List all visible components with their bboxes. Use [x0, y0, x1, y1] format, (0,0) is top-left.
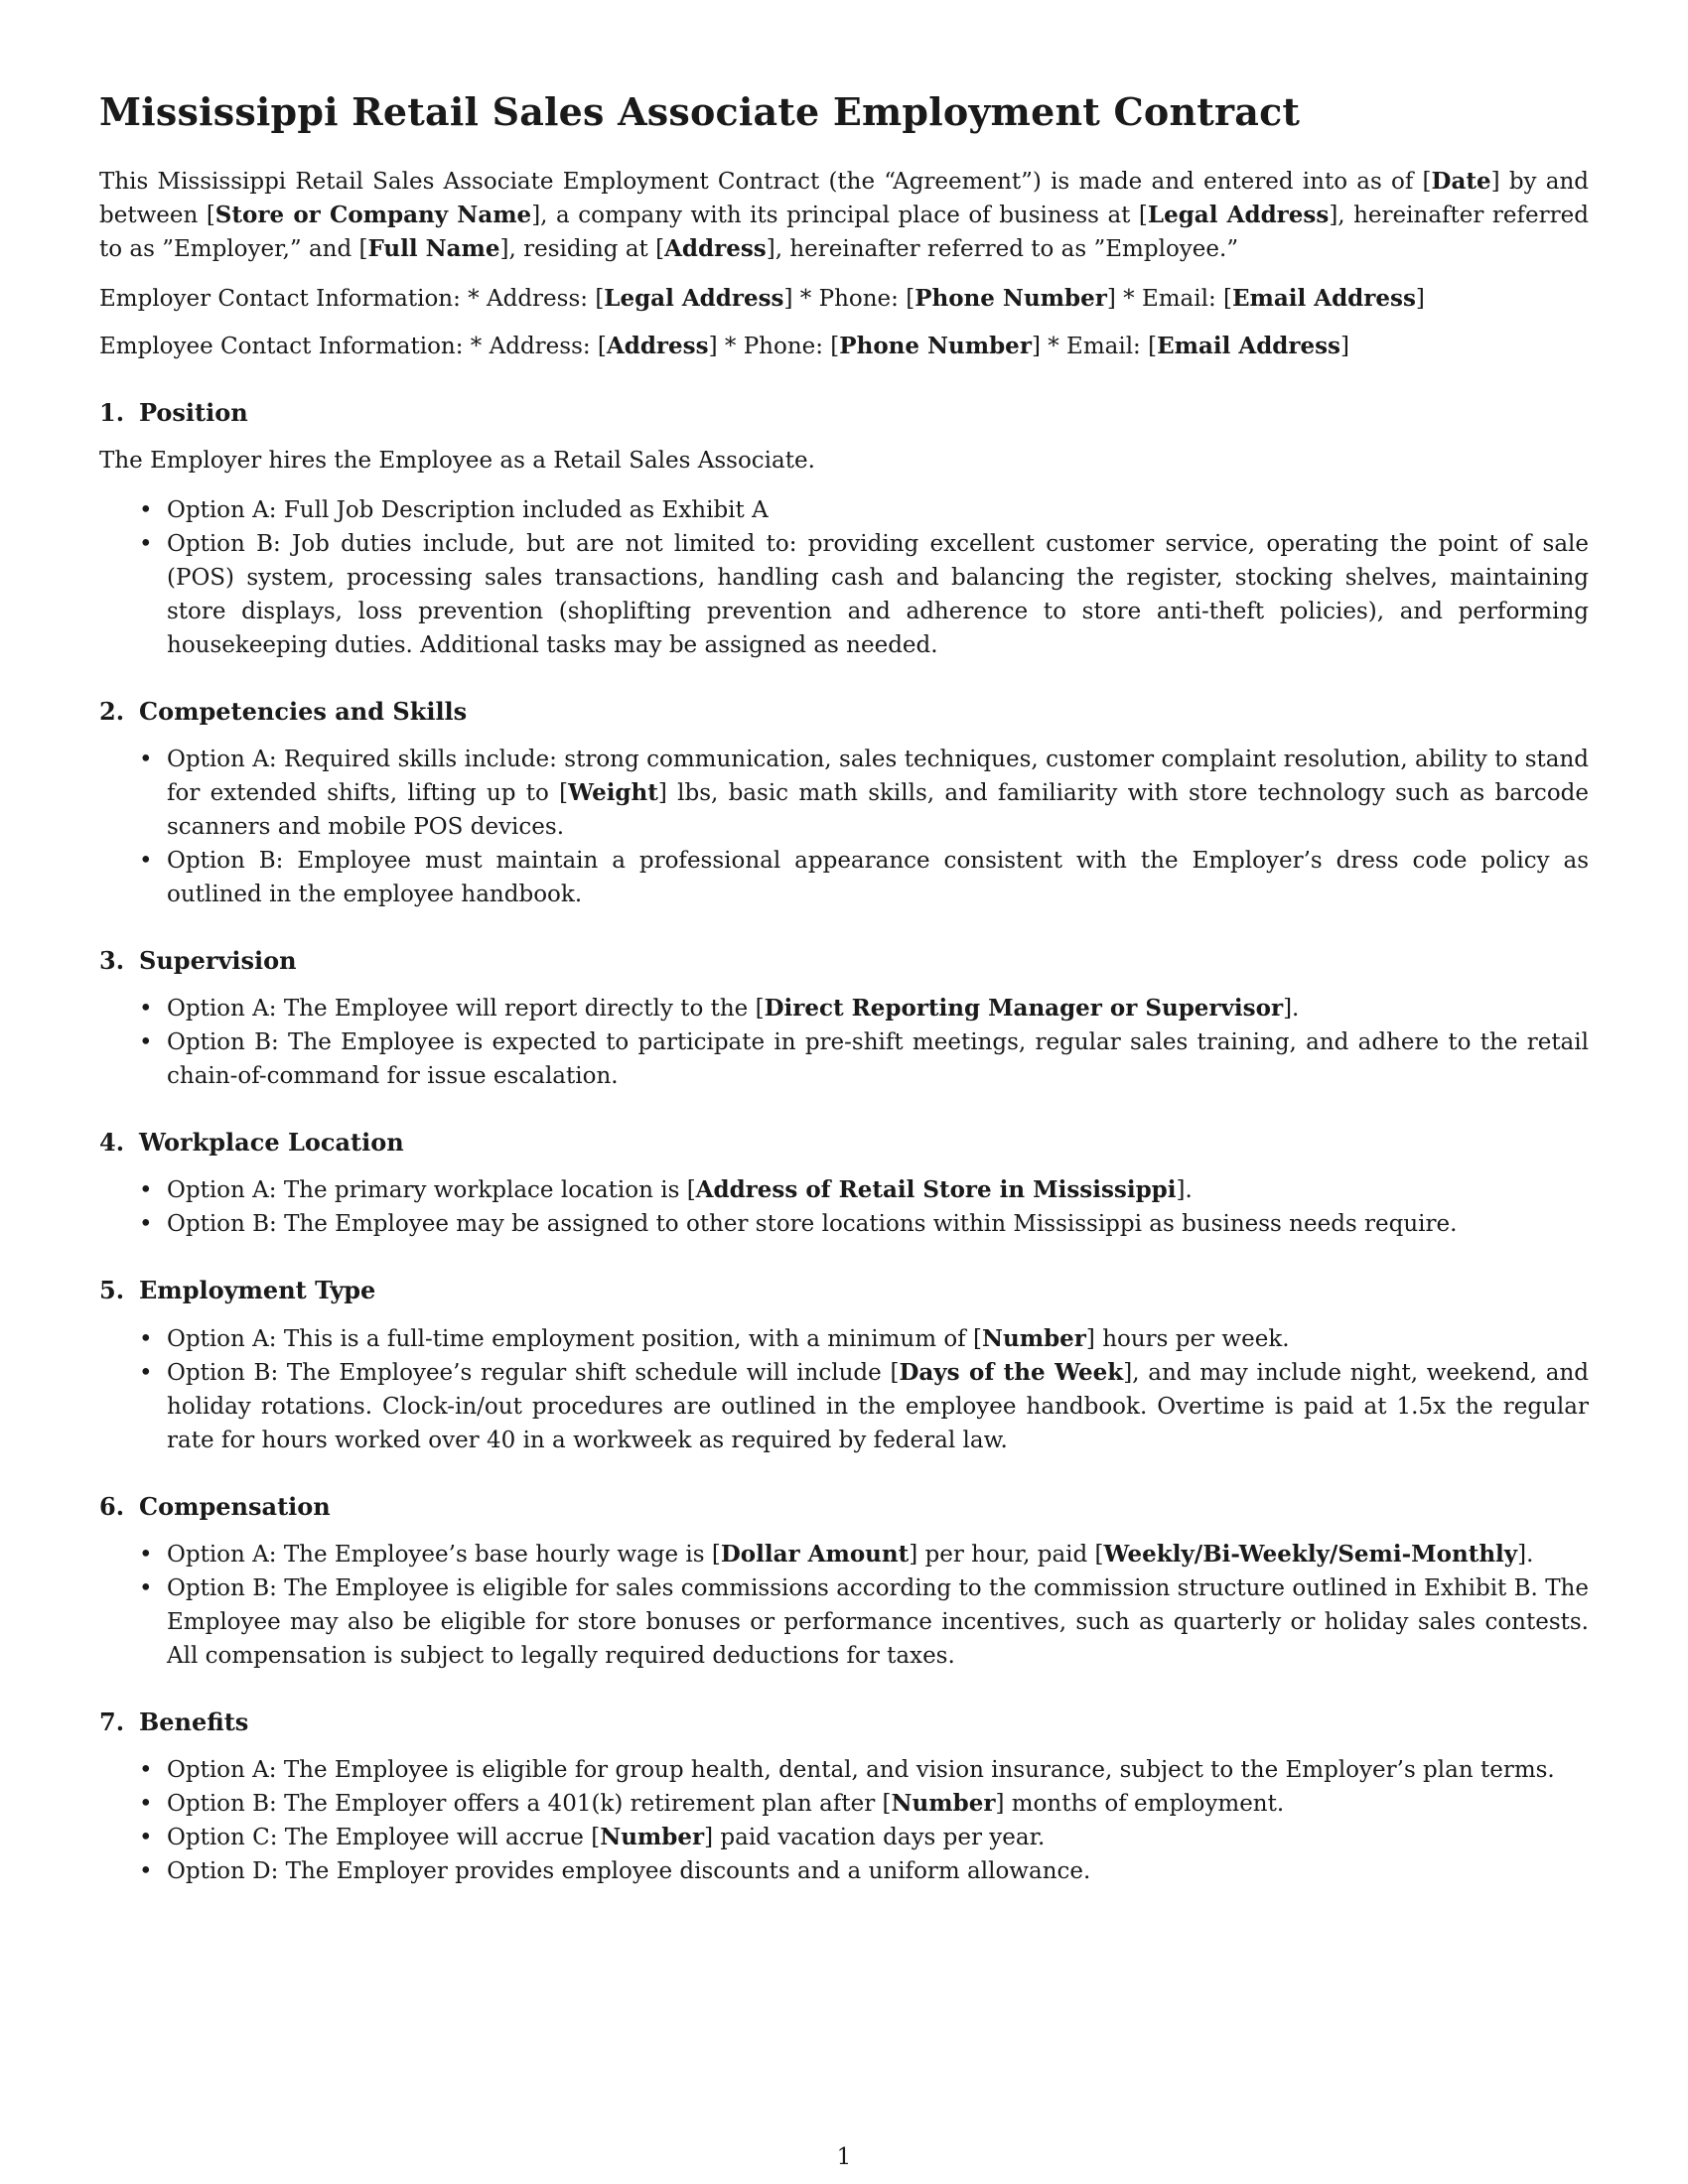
- employer-contact-label: Employer Contact Information: * Address: [: [99, 285, 605, 312]
- section-title: Supervision: [139, 945, 297, 975]
- position-options: [99, 493, 1589, 662]
- intro-text-4: ], hereinafter referred to as ”Employer,” and [: [99, 202, 1589, 262]
- list-item: • Option B: The Employee may be assigned to other store locations within Mississippi as business needs require.: [167, 1207, 1589, 1241]
- intro-paragraph: [99, 165, 1589, 266]
- section-number: 3.: [99, 945, 125, 975]
- employee-contact: [99, 330, 1589, 363]
- employer-address-placeholder: Legal Address: [604, 284, 784, 312]
- section-position-heading: [99, 397, 1589, 428]
- employer-phone-placeholder: Phone Number: [914, 284, 1107, 312]
- employer-contact: [99, 282, 1589, 316]
- list-item: [167, 1356, 1589, 1457]
- option-text: ] hours per week.: [1085, 1325, 1290, 1352]
- option-text: ].: [1283, 996, 1300, 1023]
- store-address-placeholder: Address of Retail Store in Mississippi: [695, 1176, 1177, 1204]
- option-text: ] paid vacation days per year.: [704, 1824, 1046, 1850]
- list-item: [167, 1322, 1589, 1356]
- option-text: ].: [1517, 1541, 1534, 1568]
- workplace-options: [99, 1173, 1589, 1241]
- list-item: • Option B: Job duties include, but are not limited to: providing excellent customer service, operating the point of sale (POS) system, processing sales transactions, handling cash and balancing the register, stocking shelves, maintaining store displays, loss prevention (shoplifting prevention and adherence to store anti-theft policies), and performing housekeeping duties. Additional tasks may be assigned as needed.: [167, 527, 1589, 662]
- section-number: 5.: [99, 1276, 125, 1305]
- list-item: [167, 1538, 1589, 1571]
- section-competencies-heading: [99, 696, 1589, 727]
- dollar-amount-placeholder: Dollar Amount: [720, 1540, 910, 1568]
- employee-address-placeholder: Address: [606, 332, 709, 359]
- option-text: Option A: The Employee will report directly to the [: [167, 996, 765, 1023]
- option-text: ] per hour, paid [: [909, 1541, 1104, 1568]
- intro-text-2: ] by and between [: [99, 168, 1590, 228]
- position-paragraph: The Employer hires the Employee as a Retail Sales Associate.: [99, 447, 815, 474]
- supervision-options: [99, 992, 1589, 1093]
- pay-frequency-placeholder: Weekly/Bi-Weekly/Semi-Monthly: [1103, 1540, 1518, 1568]
- manager-placeholder: Direct Reporting Manager or Supervisor: [764, 995, 1284, 1023]
- list-item: [167, 1173, 1589, 1207]
- contract-page: [99, 89, 1589, 1888]
- employee-contact-end: ]: [1340, 333, 1349, 359]
- option-text: Option A: The primary workplace location is [: [167, 1177, 696, 1204]
- list-item: [167, 1821, 1589, 1854]
- list-item: • Option B: The Employee is expected to participate in pre-shift meetings, regular sales training, and adhere to the retail chain-of-command for issue escalation.: [167, 1025, 1589, 1093]
- section-number: 7.: [99, 1706, 125, 1736]
- page-number: 1: [836, 2144, 852, 2170]
- section-benefits-heading: [99, 1706, 1589, 1737]
- section-title: Compensation: [139, 1491, 331, 1521]
- legal-address-placeholder: Legal Address: [1147, 201, 1330, 228]
- option-text: ], and may include night, weekend, and holiday rotations. Clock-in/out procedures are outlined in the employee handbook. Overtime is paid at 1.5x the regular rate for hours worked over 40 in a workweek as required by federal law.: [167, 1359, 1589, 1453]
- address-placeholder: Address: [664, 234, 767, 262]
- employee-email-label: ] * Email: [: [1031, 333, 1158, 359]
- weight-placeholder: Weight: [568, 778, 658, 806]
- list-item: • Option A: The Employee is eligible for group health, dental, and vision insurance, subject to the Employer’s plan terms.: [167, 1753, 1589, 1787]
- option-text: ] lbs, basic math skills, and familiarity with store technology such as barcode scanners and mobile POS devices.: [167, 779, 1589, 840]
- list-item: • Option A: Full Job Description included as Exhibit A: [167, 493, 1589, 527]
- days-placeholder: Days of the Week: [899, 1358, 1124, 1386]
- list-item: • Option B: Employee must maintain a professional appearance consistent with the Employer’s dress code policy as outlined in the employee handbook.: [167, 844, 1589, 911]
- date-placeholder: Date: [1431, 167, 1491, 195]
- section-number: 4.: [99, 1128, 125, 1158]
- document-title: Mississippi Retail Sales Associate Employment Contract: [99, 89, 1301, 134]
- employee-email-placeholder: Email Address: [1157, 332, 1341, 359]
- section-title: Benefits: [139, 1706, 249, 1736]
- section-compensation-heading: [99, 1491, 1589, 1522]
- section-number: 1.: [99, 397, 125, 427]
- section-supervision-heading: [99, 945, 1589, 976]
- option-text: Option B: The Employee’s regular shift schedule will include [: [167, 1359, 900, 1386]
- option-text: Option A: Required skills include: strong communication, sales techniques, customer complaint resolution, ability to stand for extended shifts, lifting up to [: [167, 746, 1589, 806]
- section-title: Position: [139, 397, 248, 427]
- option-text: Option A: This is a full-time employment position, with a minimum of [: [167, 1325, 982, 1352]
- section-title: Competencies and Skills: [139, 696, 468, 726]
- full-name-placeholder: Full Name: [367, 234, 500, 262]
- section-title: Employment Type: [139, 1276, 376, 1305]
- employer-email-placeholder: Email Address: [1232, 284, 1416, 312]
- employer-email-label: ] * Email: [: [1106, 285, 1232, 312]
- list-item: • Option D: The Employer provides employee discounts and a uniform allowance.: [167, 1854, 1589, 1888]
- list-item: [167, 992, 1589, 1025]
- intro-text-6: ], hereinafter referred to as ”Employee.”: [766, 235, 1239, 262]
- option-text: Option C: The Employee will accrue [: [167, 1824, 601, 1850]
- employment-type-options: [99, 1322, 1589, 1457]
- section-workplace-heading: [99, 1127, 1589, 1158]
- employee-phone-label: ] * Phone: [: [708, 333, 840, 359]
- option-text: Option B: The Employer offers a 401(k) retirement plan after [: [167, 1790, 892, 1817]
- option-text: Option A: The Employee’s base hourly wage is [: [167, 1541, 721, 1568]
- company-placeholder: Store or Company Name: [214, 201, 532, 228]
- months-number-placeholder: Number: [891, 1789, 996, 1817]
- section-title: Workplace Location: [139, 1128, 404, 1158]
- hours-number-placeholder: Number: [981, 1324, 1086, 1352]
- vacation-days-placeholder: Number: [600, 1823, 705, 1850]
- option-text: ] months of employment.: [995, 1790, 1285, 1817]
- benefits-options: [99, 1753, 1589, 1888]
- employer-contact-end: ]: [1415, 285, 1425, 312]
- compensation-options: [99, 1538, 1589, 1673]
- list-item: [167, 743, 1589, 844]
- section-employment-type-heading: [99, 1275, 1589, 1305]
- section-number: 6.: [99, 1491, 125, 1521]
- competencies-options: [99, 743, 1589, 911]
- list-item: • Option B: The Employee is eligible for sales commissions according to the commission structure outlined in Exhibit B. The Employee may also be eligible for store bonuses or performance incentives, such as quarterly or holiday sales contests. All compensation is subject to legally required deductions for taxes.: [167, 1571, 1589, 1673]
- intro-text-3: ], a company with its principal place of business at [: [531, 202, 1148, 228]
- employee-contact-label: Employee Contact Information: * Address: [: [99, 333, 607, 359]
- list-item: [167, 1787, 1589, 1821]
- option-text: ].: [1176, 1177, 1193, 1204]
- employee-phone-placeholder: Phone Number: [839, 332, 1032, 359]
- section-number: 2.: [99, 696, 125, 726]
- intro-text-1: This Mississippi Retail Sales Associate Employment Contract (the “Agreement”) is made and entered into as of [: [99, 168, 1432, 195]
- intro-text-5: ], residing at [: [499, 235, 665, 262]
- employer-phone-label: ] * Phone: [: [783, 285, 915, 312]
